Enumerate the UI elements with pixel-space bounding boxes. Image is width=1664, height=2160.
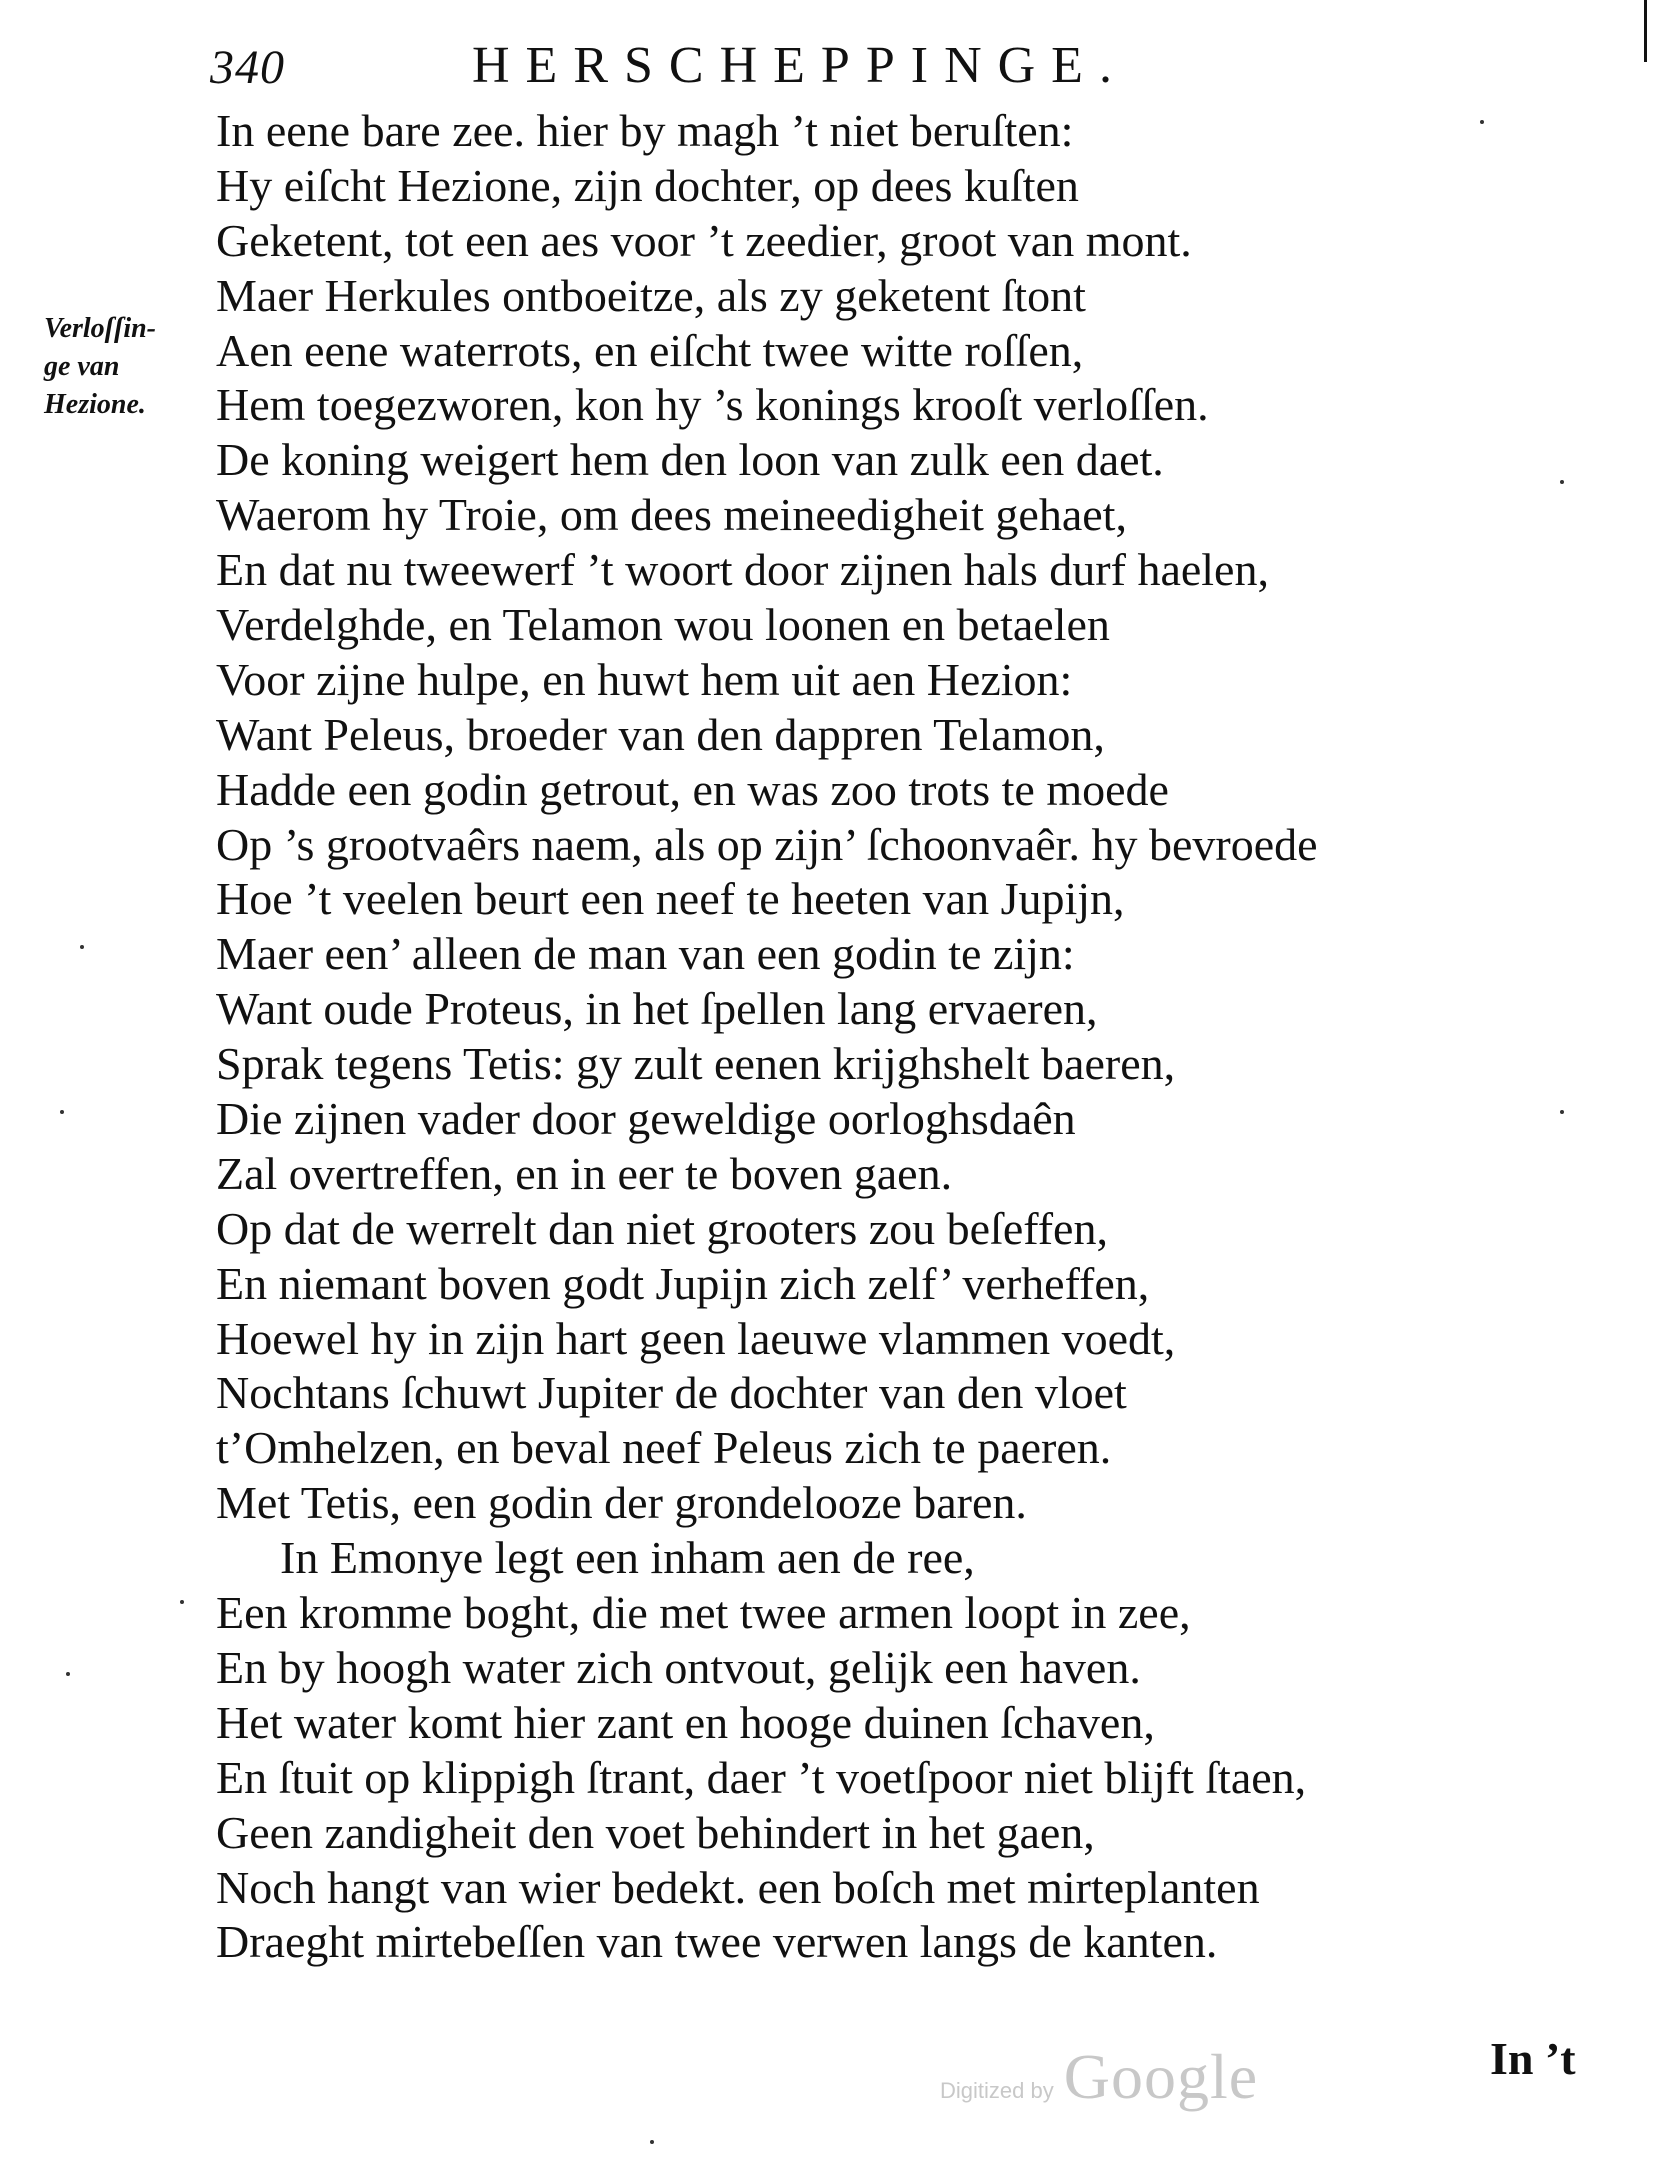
verse-line: Geen zandigheit den voet behindert in het gaen, — [216, 1806, 1095, 1858]
ink-speck — [180, 1600, 184, 1604]
verse-line: Want oude Proteus, in het ſpellen lang ervaeren, — [216, 983, 1098, 1035]
ink-speck — [1560, 1110, 1564, 1114]
verse-line: Sprak tegens Tetis: gy zult eenen krijghshelt baeren, — [216, 1038, 1176, 1090]
page-number: 340 — [210, 41, 285, 94]
marginal-note-line: Verloſſin- — [44, 313, 156, 344]
verse-line: Aen eene waterrots, en eiſcht twee witte roſſen, — [216, 324, 1084, 376]
ink-speck — [66, 1672, 70, 1676]
verse-line: In eene bare zee. hier by magh ’t niet beruſten: — [216, 105, 1074, 156]
verse-line: Met Tetis, een godin der grondelooze baren. — [216, 1477, 1027, 1529]
verse-line: Draeght mirtebeſſen van twee verwen langs de kanten. — [216, 1916, 1218, 1968]
verse-line: Hoe ’t veelen beurt een neef te heeten van Jupijn, — [216, 873, 1125, 925]
digitization-watermark — [940, 2040, 1258, 2110]
marginal-note-line: Hezione. — [44, 389, 146, 420]
verse-line: En niemant boven godt Jupijn zich zelf’ verheffen, — [216, 1257, 1150, 1309]
verse-line: En by hoogh water zich ontvout, gelijk een haven. — [216, 1641, 1141, 1693]
verse-line: Waerom hy Troie, om dees meineedigheit gehaet, — [216, 489, 1127, 541]
verse-line: Het water komt hier zant en hooge duinen ſchaven, — [216, 1696, 1155, 1748]
verse-line: Die zijnen vader door geweldige oorloghsdaên — [216, 1093, 1076, 1145]
watermark-prefix: Digitized by — [940, 2078, 1054, 2103]
verse-line: Hadde een godin getrout, en was zoo trots te moede — [216, 763, 1169, 815]
verse-line: Geketent, tot een aes voor ’t zeedier, groot van mont. — [216, 214, 1192, 266]
watermark-brand: Google — [1063, 2041, 1259, 2112]
verse-line: En dat nu tweewerf ’t woort door zijnen hals durf haelen, — [216, 544, 1269, 596]
verse-line: Hoewel hy in zijn hart geen laeuwe vlammen voedt, — [216, 1312, 1176, 1364]
verse-line: Zal overtreffen, en in eer te boven gaen. — [216, 1147, 953, 1199]
verse-line: Noch hangt van wier bedekt. een boſch met mirteplanten — [216, 1861, 1260, 1913]
verse-line: En ſtuit op klippigh ſtrant, daer ’t voetſpoor niet blijft ſtaen, — [216, 1751, 1307, 1803]
page-header — [210, 28, 1330, 98]
verse-line: Maer een’ alleen de man van een godin te zijn: — [216, 928, 1075, 980]
verse-line: Een kromme boght, die met twee armen loopt in zee, — [216, 1587, 1191, 1639]
verse-line: Op ’s grootvaêrs naem, als op zijn’ ſchoonvaêr. hy bevroede — [216, 818, 1318, 870]
marginal-note — [44, 310, 214, 424]
verse-line: t’Omhelzen, en beval neef Peleus zich te paeren. — [216, 1422, 1112, 1474]
verse-line: In Emonye legt een inham aen de ree, — [280, 1532, 975, 1584]
page-edge-mark — [1644, 0, 1647, 62]
verse-line: Maer Herkules ontboeitze, als zy geketent ſtont — [216, 269, 1086, 321]
verse-line: Verdelghde, en Telamon wou loonen en betaelen — [216, 599, 1110, 651]
verse-text — [216, 104, 1596, 1970]
ink-speck — [80, 945, 84, 949]
verse-line: Nochtans ſchuwt Jupiter de dochter van den vloet — [216, 1367, 1127, 1419]
ink-speck — [1560, 480, 1564, 484]
verse-line: Want Peleus, broeder van den dappren Telamon, — [216, 708, 1105, 760]
catchword: In ’t — [1490, 2033, 1576, 2084]
verse-line: De koning weigert hem den loon van zulk een daet. — [216, 434, 1164, 486]
verse-line: Voor zijne hulpe, en huwt hem uit aen Hezion: — [216, 653, 1073, 705]
verse-line: Hem toegezworen, kon hy ’s konings krooſt verloſſen. — [216, 379, 1209, 431]
running-title: HERSCHEPPINGE. — [472, 37, 1128, 94]
ink-speck — [60, 1110, 64, 1114]
verse-line: Hy eiſcht Hezione, zijn dochter, op dees kuſten — [216, 159, 1079, 211]
ink-speck — [1480, 120, 1484, 124]
marginal-note-line: ge van — [44, 351, 120, 382]
ink-speck — [650, 2140, 654, 2144]
verse-line: Op dat de werrelt dan niet grooters zou beſeffen, — [216, 1202, 1108, 1254]
